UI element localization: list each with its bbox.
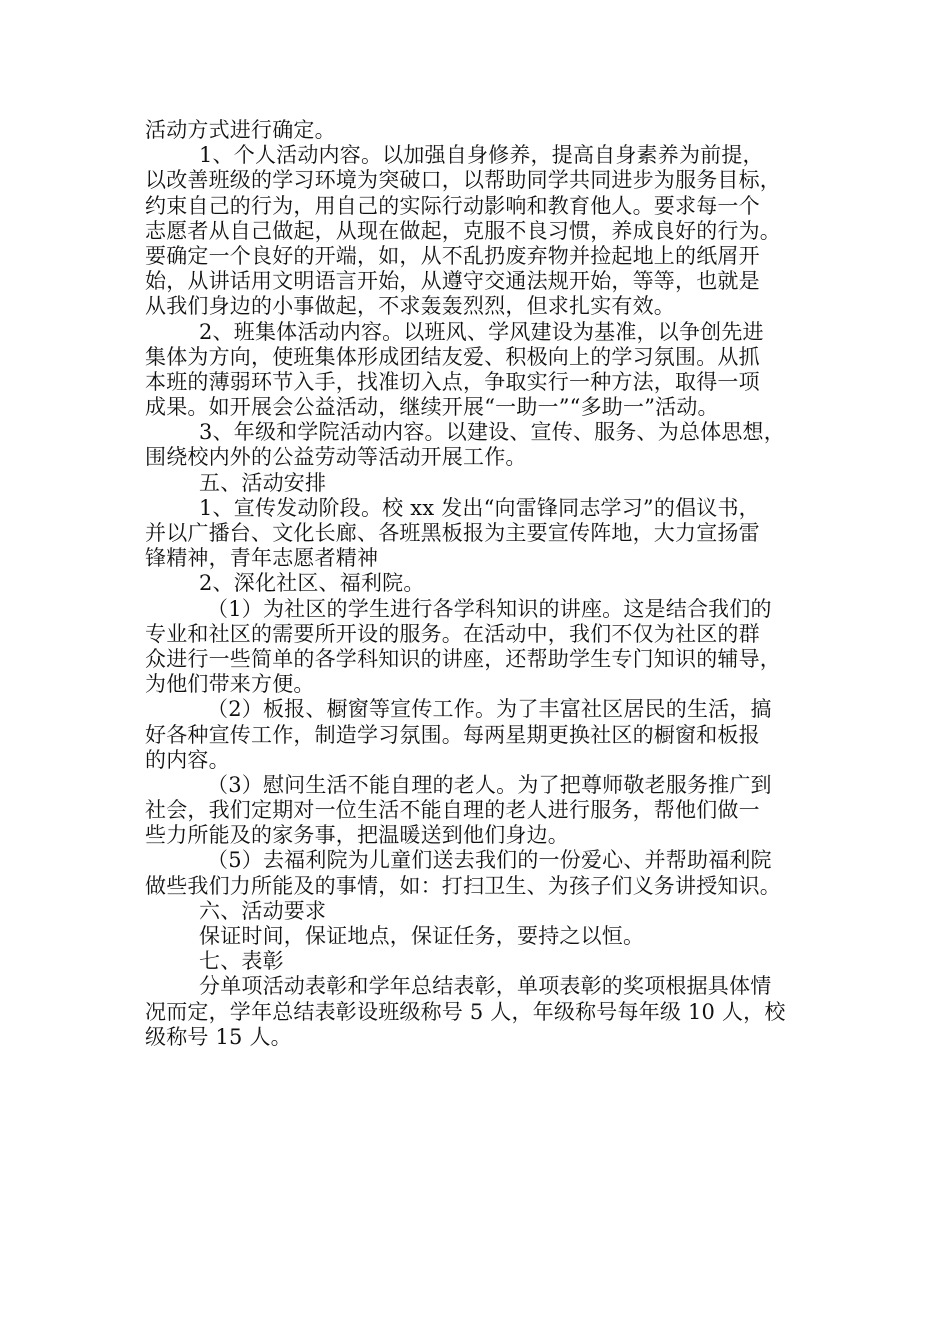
paragraph-line: 集体为方向，使班集体形成团结友爱、积极向上的学习氛围。从抓 <box>145 344 760 369</box>
paragraph-line: 1、宣传发动阶段。校 xx 发出“向雷锋同志学习”的倡议书， <box>199 495 760 520</box>
paragraph-line: 成果。如开展会公益活动，继续开展“一助一”“多助一”活动。 <box>145 395 719 420</box>
paragraph-line: 志愿者从自己做起，从现在做起，克服不良习惯，养成良好的行为。 <box>145 218 781 243</box>
paragraph-line: 2、深化社区、福利院。 <box>199 571 425 596</box>
paragraph-line: 始，从讲话用文明语言开始，从遵守交通法规开始，等等，也就是 <box>145 269 760 294</box>
paragraph-line: 为他们带来方便。 <box>145 672 315 697</box>
document-body <box>145 118 810 1050</box>
paragraph-line: 约束自己的行为，用自己的实际行动影响和教育他人。要求每一个 <box>145 193 760 218</box>
section-heading: 六、活动要求 <box>199 898 327 923</box>
paragraph-line: 级称号 15 人。 <box>145 1024 292 1049</box>
paragraph-line: 2、班集体活动内容。以班风、学风建设为基准，以争创先进 <box>199 319 764 344</box>
section-heading: 五、活动安排 <box>199 470 327 495</box>
paragraph-line: 分单项活动表彰和学年总结表彰，单项表彰的奖项根据具体情 <box>199 974 772 999</box>
paragraph-line: 围绕校内外的公益劳动等活动开展工作。 <box>145 445 527 470</box>
paragraph-line: 锋精神，青年志愿者精神 <box>145 546 379 571</box>
paragraph-line: 本班的薄弱环节入手，找准切入点，争取实行一种方法，取得一项 <box>145 369 760 394</box>
paragraph-line: （3）慰问生活不能自理的老人。为了把尊师敬老服务推广到 <box>207 772 772 797</box>
paragraph-line: 活动方式进行确定。 <box>145 118 336 142</box>
paragraph-line: 以改善班级的学习环境为突破口，以帮助同学共同进步为服务目标， <box>145 168 781 193</box>
paragraph-line: 的内容。 <box>145 747 230 772</box>
paragraph-line: 些力所能及的家务事，把温暖送到他们身边。 <box>145 823 569 848</box>
paragraph-line: 并以广播台、文化长廊、各班黑板报为主要宣传阵地，大力宣扬雷 <box>145 521 760 545</box>
paragraph-line: 做些我们力所能及的事情，如：打扫卫生、为孩子们义务讲授知识。 <box>145 873 781 898</box>
paragraph-line: 3、年级和学院活动内容。以建设、宣传、服务、为总体思想， <box>199 420 785 445</box>
paragraph-line: 专业和社区的需要所开设的服务。在活动中，我们不仅为社区的群 <box>145 621 760 646</box>
paragraph-line: （2）板报、橱窗等宣传工作。为了丰富社区居民的生活，搞 <box>207 697 772 722</box>
paragraph-line: 保证时间，保证地点，保证任务，要持之以恒。 <box>199 924 645 948</box>
paragraph-line: 好各种宣传工作，制造学习氛围。每两星期更换社区的橱窗和板报 <box>145 722 760 747</box>
paragraph-line: （1）为社区的学生进行各学科知识的讲座。这是结合我们的 <box>207 596 772 621</box>
paragraph-line: 1、个人活动内容。以加强自身修养，提高自身素养为前提， <box>199 143 764 168</box>
paragraph-line: （5）去福利院为儿童们送去我们的一份爱心、并帮助福利院 <box>207 848 772 873</box>
paragraph-line: 况而定，学年总结表彰设班级称号 5 人，年级称号每年级 10 人，校 <box>145 999 786 1024</box>
paragraph-line: 众进行一些简单的各学科知识的讲座，还帮助学生专门知识的辅导， <box>145 646 781 671</box>
paragraph-line: 要确定一个良好的开端，如，从不乱扔废弃物并捡起地上的纸屑开 <box>145 243 760 268</box>
paragraph-line: 从我们身边的小事做起，不求轰轰烈烈，但求扎实有效。 <box>145 294 675 319</box>
paragraph-line: 社会，我们定期对一位生活不能自理的老人进行服务，帮他们做一 <box>145 798 760 823</box>
section-heading: 七、表彰 <box>199 949 284 974</box>
